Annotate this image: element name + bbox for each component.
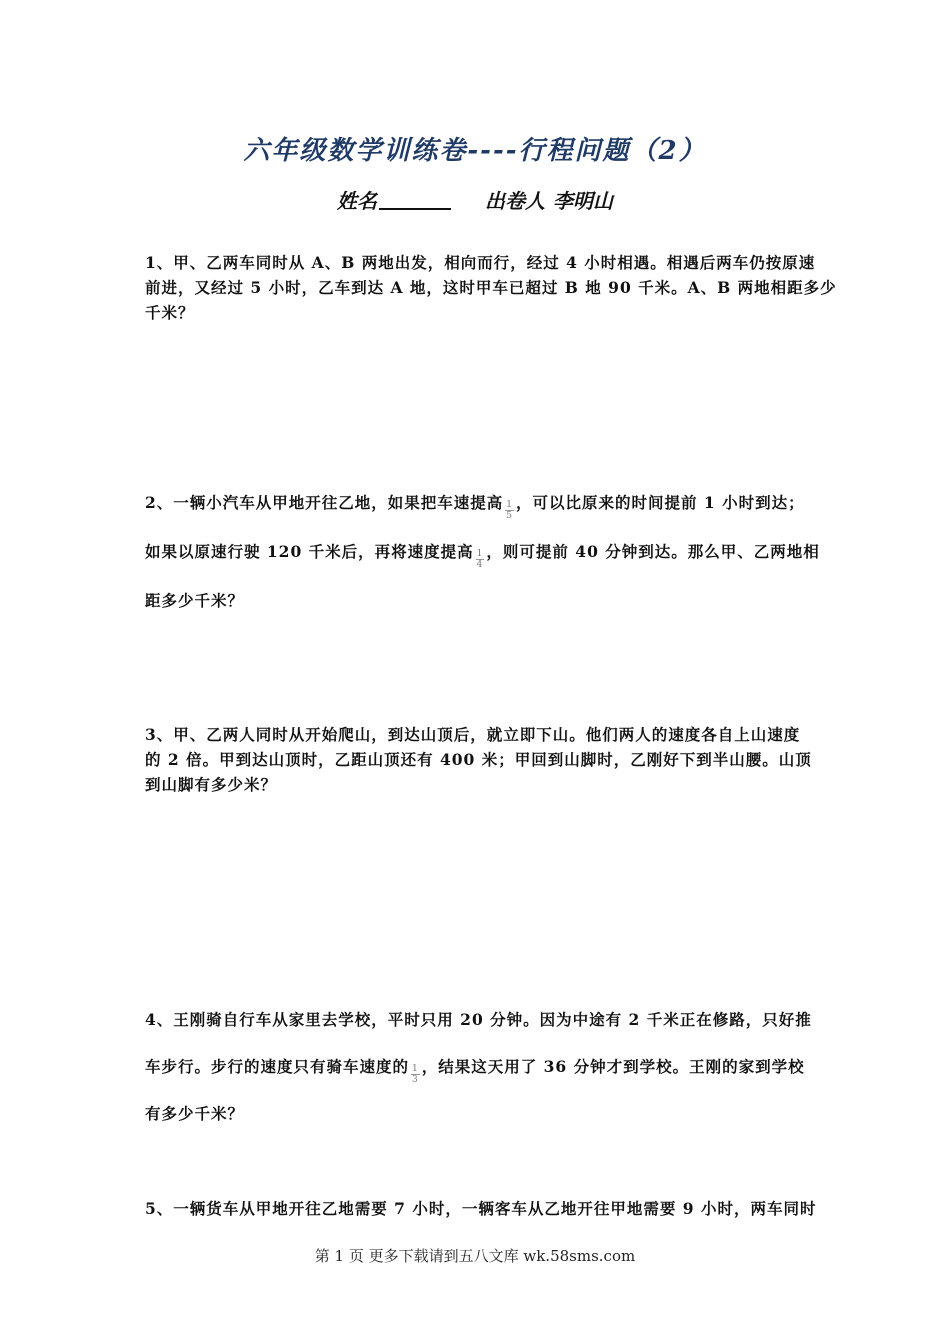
- question-1-line-1: 1、甲、乙两车同时从 A、B 两地出发，相向而行，经过 4 小时相遇。相遇后两车仍按原速: [145, 253, 816, 272]
- fraction-one-fifth: $\frac{1}{5}$: [506, 499, 514, 521]
- question-5-line-1: 5、一辆货车从甲地开往乙地需要 7 小时，一辆客车从乙地开往甲地需要 9 小时，两车同时: [145, 1199, 817, 1218]
- question-1-line-3: 千米？: [145, 303, 195, 322]
- question-2-line-1: 2、一辆小汽车从甲地开往乙地，如果把车速提高 $\frac{1}{5}$ ，可以比原来的时间提前 1 小时到达；: [145, 493, 805, 521]
- question-4-line-3: 有多少千米？: [145, 1104, 245, 1123]
- question-3-line-1: 3、甲、乙两人同时从开始爬山，到达山顶后，就立即下山。他们两人的速度各自上山速度: [145, 725, 801, 744]
- question-4-line-2: 车步行。步行的速度只有骑车速度的 $\frac{1}{3}$ ，结果这天用了 36 分钟才到学校。王刚的家到学校: [145, 1057, 805, 1085]
- question-1-line-2: 前进，又经过 5 小时，乙车到达 A 地，这时甲车已超过 B 地 90 千米。A、B 两地相距多少: [145, 278, 837, 297]
- question-2-line-2: 如果以原速行驶 120 千米后，再将速度提高 $\frac{1}{4}$ ，则可提前 40 分钟到达。那么甲、乙两地相: [145, 542, 820, 570]
- fraction-one-fourth: $\frac{1}{4}$: [476, 548, 484, 570]
- question-4: [145, 996, 810, 1137]
- name-label: 姓名: [337, 189, 377, 213]
- question-1: [145, 250, 837, 325]
- name-blank: [379, 190, 451, 210]
- question-5: [145, 1196, 817, 1221]
- question-2: [145, 478, 820, 625]
- header-info: [0, 185, 950, 214]
- author-label: 出卷人: [485, 189, 545, 213]
- page-title: 六年级数学训练卷----行程问题（2）: [243, 136, 707, 166]
- question-3: [145, 722, 810, 797]
- question-3-line-2: 的 2 倍。甲到达山顶时，乙距山顶还有 400 米；甲回到山脚时，乙刚好下到半山腰。山顶: [145, 750, 812, 769]
- question-4-line-1: 4、王刚骑自行车从家里去学校，平时只用 20 分钟。因为中途有 2 千米正在修路，只好推: [145, 1010, 812, 1029]
- question-3-line-3: 到山脚有多少米？: [145, 775, 278, 794]
- question-2-line-3: 距多少千米？: [145, 591, 245, 610]
- author-name: 李明山: [553, 189, 613, 213]
- page-footer: 第 1 页 更多下载请到五八文库 wk.58sms.com: [314, 1247, 636, 1265]
- fraction-one-third: $\frac{1}{3}$: [412, 1063, 419, 1085]
